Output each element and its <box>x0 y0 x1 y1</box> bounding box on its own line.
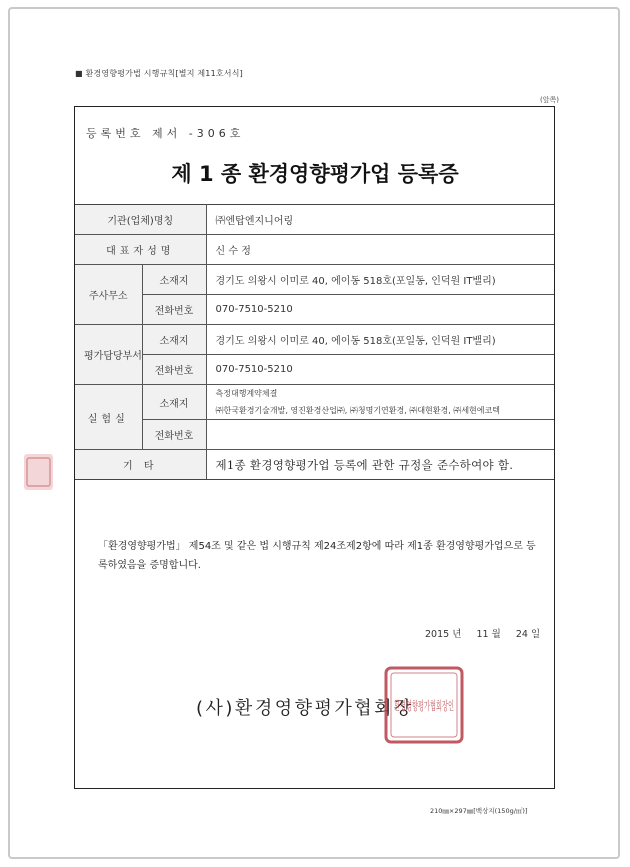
laboratory-phone <box>206 420 554 450</box>
representative-label: 대표자성명 <box>75 235 206 265</box>
registration-number: 등록번호 제서 -306호 <box>86 127 245 140</box>
page-side-label: (앞쪽) <box>540 96 559 104</box>
laboratory-address-label: 소재지 <box>142 385 206 420</box>
form-reference: ■ 환경영향평가법 시행규칙[별지 제11호서식] <box>75 69 243 78</box>
laboratory-address <box>206 385 554 420</box>
certificate-title: 제 1 종 환경영향평가업 등록증 <box>171 162 459 186</box>
table-row-department-address <box>75 325 554 355</box>
head-office-address-label: 소재지 <box>142 265 206 295</box>
other-label: 기 타 <box>75 450 206 480</box>
laboratory-label: 실험실 <box>75 385 142 450</box>
table-row-head-office-address <box>75 265 554 295</box>
paper-spec: 210㎜×297㎜[백상지(150g/㎡)] <box>430 807 528 815</box>
certification-statement: 「환경영향평가법」 제54조 및 같은 법 시행규칙 제24조제2항에 따라 제1종 환경영향평가업으로 등록하였음을 증명합니다. <box>98 541 536 571</box>
table-row-department-phone <box>75 355 554 385</box>
assessment-department-label: 평가담당부서 <box>75 325 142 385</box>
other-value: 제1종 환경영향평가업 등록에 관한 규정을 준수하여야 함. <box>206 450 554 480</box>
head-office-label: 주사무소 <box>75 265 142 325</box>
representative-value: 신 수 정 <box>206 235 554 265</box>
head-office-address: 경기도 의왕시 이미로 40, 에이동 518호(포일동, 인덕원 IT밸리) <box>206 265 554 295</box>
head-office-phone-label: 전화번호 <box>142 295 206 325</box>
company-name-value: ㈜엔탑엔지니어링 <box>206 205 554 235</box>
department-phone-label: 전화번호 <box>142 355 206 385</box>
registration-info-table <box>75 204 554 480</box>
laboratory-address-line2: ㈜한국환경기술개발, 영진환경산업㈜, ㈜청명기연환경, ㈜대현환경, ㈜세현에코텍 <box>215 406 500 415</box>
official-seal <box>382 664 510 746</box>
head-office-phone: 070-7510-5210 <box>206 295 554 325</box>
table-row-head-office-phone <box>75 295 554 325</box>
issue-date: 2015 년 11 월 24 일 <box>425 629 541 640</box>
laboratory-phone-label: 전화번호 <box>142 420 206 450</box>
department-address: 경기도 의왕시 이미로 40, 에이동 518호(포일동, 인덕원 IT밸리) <box>206 325 554 355</box>
department-phone: 070-7510-5210 <box>206 355 554 385</box>
issuer-name: (사)환경영향평가협회장 <box>196 698 414 719</box>
page-edge-stamp <box>22 452 55 492</box>
table-row-representative <box>75 235 554 265</box>
table-row-other <box>75 450 554 480</box>
table-row-company <box>75 205 554 235</box>
company-name-label: 기관(업체)명칭 <box>75 205 206 235</box>
department-address-label: 소재지 <box>142 325 206 355</box>
seal-lettering: 환경영향평가협회장인 <box>394 699 510 713</box>
laboratory-address-line1: 측정대행계약체결 <box>215 389 278 398</box>
table-row-laboratory-address <box>75 385 554 420</box>
table-row-laboratory-phone <box>75 420 554 450</box>
